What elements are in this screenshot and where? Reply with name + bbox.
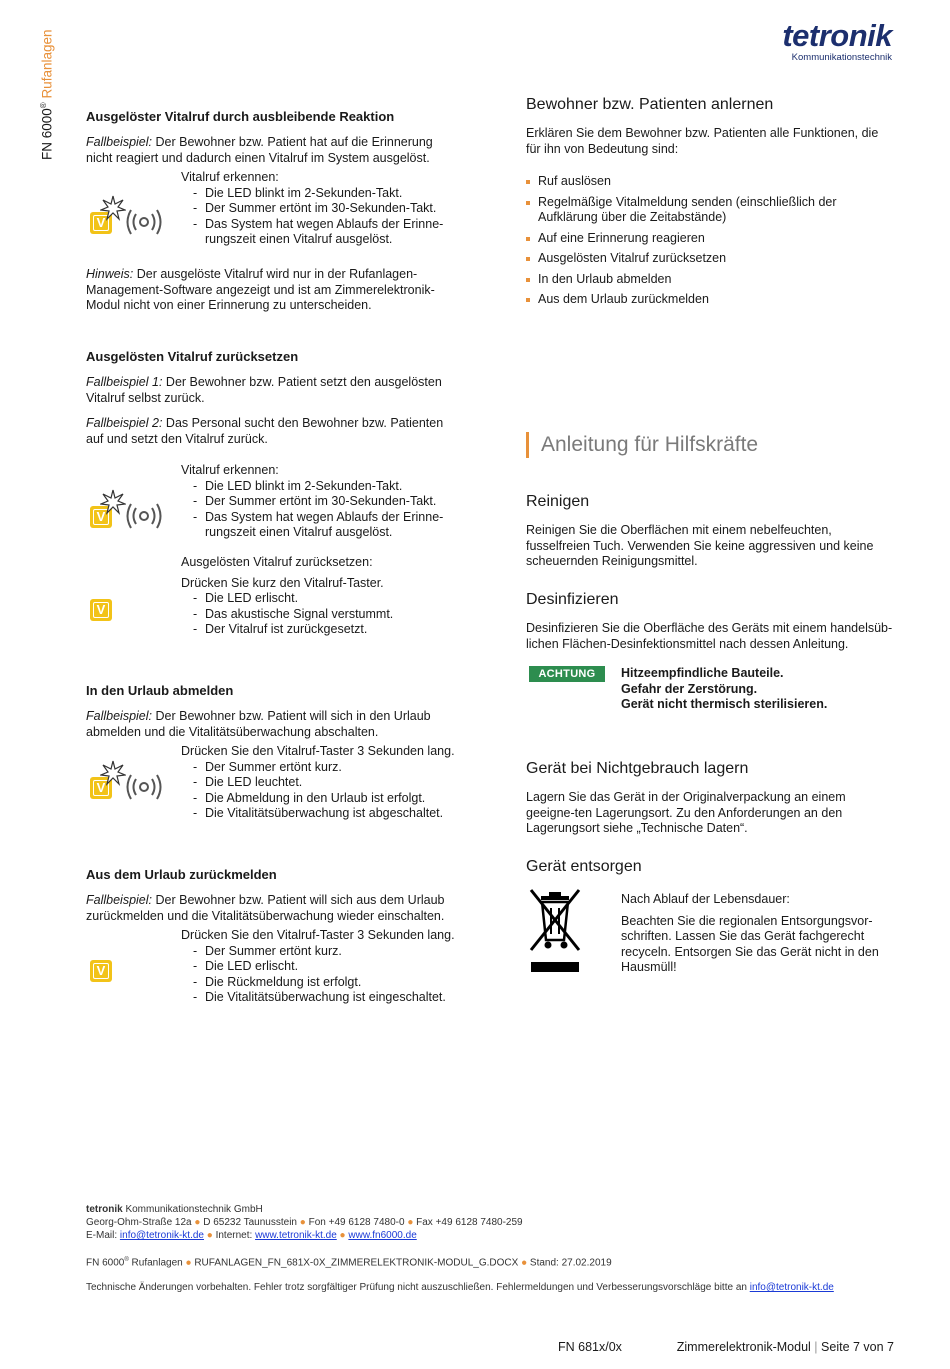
section-title-storage: Gerät bei Nichtgebrauch lagern xyxy=(526,760,749,777)
recognition-heading: Vitalruf erkennen: xyxy=(181,463,279,477)
website-link-fn6000[interactable]: www.fn6000.de xyxy=(348,1230,417,1241)
list-item: In den Urlaub abmelden xyxy=(526,272,896,288)
vitalruf-button-icon: V xyxy=(90,777,112,799)
case-example-2: Fallbeispiel 2: Das Personal sucht den Bewohner bzw. Patienten auf und setzt den Vitalruf zurück. xyxy=(86,416,444,446)
list-item: - Die Abmeldung in den Urlaub ist erfolgt. xyxy=(181,791,471,807)
recognition-heading: Vitalruf erkennen: xyxy=(181,170,279,184)
footer-model: FN 681x/0x xyxy=(558,1340,622,1354)
footer-page-info: Zimmerelektronik-Modul | Seite 7 von 7 xyxy=(676,1340,894,1354)
sidebar-product-label: FN 6000® Rufanlagen xyxy=(39,29,55,160)
chapter-title: Anleitung für Hilfskräfte xyxy=(526,432,758,458)
list-item: Ruf auslösen xyxy=(526,174,896,190)
recognition-block xyxy=(181,463,461,541)
list-item: - Die LED leuchtet. xyxy=(181,775,471,791)
list-item: - Der Vitalruf ist zurückgesetzt. xyxy=(181,622,461,638)
list-item: - Die LED blinkt im 2-Sekunden-Takt. xyxy=(181,186,461,202)
list-item: - Der Summer ertönt kurz. xyxy=(181,944,471,960)
list-item: - Die LED blinkt im 2-Sekunden-Takt. xyxy=(181,479,461,495)
section-title-vacation-return: Aus dem Urlaub zurückmelden xyxy=(86,867,277,882)
section-title-clean: Reinigen xyxy=(526,493,590,510)
logo-subtitle: Kommunikationstechnik xyxy=(791,52,892,63)
recognition-list xyxy=(181,186,461,248)
list-item: - Die Rückmeldung ist erfolgt. xyxy=(181,975,471,991)
list-item: - Die Vitalitätsüberwachung ist eingeschaltet. xyxy=(181,990,471,1006)
footer-contact: E-Mail: info@tetronik-kt.de ● Internet: www.tetronik-kt.de ● www.fn6000.de xyxy=(86,1230,417,1241)
footer-document-info: FN 6000® Rufanlagen ● RUFANLAGEN_FN_681X-0X_ZIMMERELEKTRONIK-MODUL_G.DOCX ● Stand: 27.02.2019 xyxy=(86,1257,612,1269)
disclaimer-email-link[interactable]: info@tetronik-kt.de xyxy=(749,1282,834,1294)
result-list xyxy=(181,944,471,1006)
section-title-training: Bewohner bzw. Patienten anlernen xyxy=(526,96,774,113)
action-block xyxy=(181,928,471,1006)
led-burst-icon xyxy=(100,489,126,515)
list-item: Auf eine Erinnerung reagieren xyxy=(526,231,896,247)
action-text: Drücken Sie den Vitalruf-Taster 3 Sekunden lang. xyxy=(181,928,455,942)
list-item: - Das akustische Signal verstummt. xyxy=(181,607,461,623)
vitalruf-button-icon: V xyxy=(90,506,112,528)
action-block xyxy=(181,744,471,822)
warning-line: Hitzeempfindliche Bauteile. xyxy=(621,666,784,680)
list-item: Ausgelösten Vitalruf zurücksetzen xyxy=(526,251,896,267)
email-link[interactable]: info@tetronik-kt.de xyxy=(119,1230,204,1241)
recognition-block xyxy=(181,170,461,248)
footer xyxy=(86,1203,866,1294)
case-example-1: Fallbeispiel 1: Der Bewohner bzw. Patient setzt den ausgelösten Vitalruf selbst zurück. xyxy=(86,375,442,405)
section-title-triggered-vitalruf: Ausgelöster Vitalruf durch ausbleibende Reaktion xyxy=(86,109,395,124)
list-item: Aus dem Urlaub zurückmelden xyxy=(526,292,896,308)
buzzer-sound-icon xyxy=(124,499,164,533)
case-example: Fallbeispiel: Der Bewohner bzw. Patient will sich in den Urlaub abmelden und die Vitalitätsüberwachung abschalten. xyxy=(86,709,431,739)
section-title-disinfect: Desinfizieren xyxy=(526,591,619,608)
page-number: Seite 7 von 7 xyxy=(821,1340,894,1354)
reset-action: Drücken Sie kurz den Vitalruf-Taster. xyxy=(181,575,384,590)
buzzer-sound-icon xyxy=(124,205,164,239)
website-link[interactable]: www.tetronik-kt.de xyxy=(255,1230,337,1241)
led-burst-icon xyxy=(100,760,126,786)
section-title-vacation-signoff: In den Urlaub abmelden xyxy=(86,683,234,698)
warning-text xyxy=(621,666,827,713)
training-intro: Erklären Sie dem Bewohner bzw. Patienten alle Funktionen, die für ihn von Bedeutung sind: xyxy=(526,126,879,156)
list-item: - Der Summer ertönt kurz. xyxy=(181,760,471,776)
list-item: - Das System hat wegen Ablaufs der Erinne-rungszeit einen Vitalruf ausgelöst. xyxy=(181,217,461,248)
warning-line: Gefahr der Zerstörung. xyxy=(621,681,758,696)
footer-company: tetronik Kommunikationstechnik GmbH xyxy=(86,1204,263,1215)
brand-logo xyxy=(782,18,892,66)
warning-badge: ACHTUNG xyxy=(529,666,605,682)
list-item: - Die LED erlischt. xyxy=(181,591,461,607)
vitalruf-button-icon: V xyxy=(90,960,112,982)
list-item: - Die Vitalitätsüberwachung ist abgeschaltet. xyxy=(181,806,471,822)
footer-module: Zimmerelektronik-Modul xyxy=(676,1340,811,1354)
logo-wordmark: tetronik xyxy=(782,18,892,53)
disinfect-text: Desinfizieren Sie die Oberfläche des Geräts mit einem handelsüb-lichen Flächen-Desinfektionsmittel nach dessen Anleitung. xyxy=(526,621,893,651)
led-burst-icon xyxy=(100,195,126,221)
recognition-list xyxy=(181,479,461,541)
case-example: Fallbeispiel: Der Bewohner bzw. Patient will sich aus dem Urlaub zurückmelden und die Vitalitätsüberwachung wieder einschalten. xyxy=(86,893,445,923)
reset-heading: Ausgelösten Vitalruf zurücksetzen: xyxy=(181,555,373,569)
list-item: - Die LED erlischt. xyxy=(181,959,471,975)
list-item: - Das System hat wegen Ablaufs der Erinne-rungszeit einen Vitalruf ausgelöst. xyxy=(181,510,461,541)
footer-disclaimer: Technische Änderungen vorbehalten. Fehler trotz sorgfältiger Prüfung nicht auszuschließen. Fehlermeldungen und Verbesserungsvorschläge bitte an info@tetronik-kt.de xyxy=(86,1282,834,1294)
dispose-lead: Nach Ablauf der Lebensdauer: xyxy=(621,892,790,906)
dispose-block xyxy=(621,892,891,976)
training-list xyxy=(526,174,896,313)
footer-address: Georg-Ohm-Straße 12a ● D 65232 Taunusstein ● Fon +49 6128 7480-0 ● Fax +49 6128 7480-259 xyxy=(86,1217,523,1228)
storage-text: Lagern Sie das Gerät in der Originalverpackung an einem geeigne-ten Lagerungsort. Zu den Anforderungen an den Lagerungsort siehe „Technische Daten“. xyxy=(526,790,846,835)
weee-bin-icon xyxy=(527,888,583,976)
list-item: - Der Summer ertönt im 30-Sekunden-Takt. xyxy=(181,494,461,510)
clean-text: Reinigen Sie die Oberflächen mit einem nebelfeuchten, fusselfreien Tuch. Verwenden Sie keine aggressiven und keine scheuernden Reinigungsmittel. xyxy=(526,523,874,568)
reset-block xyxy=(181,555,461,638)
action-text: Drücken Sie den Vitalruf-Taster 3 Sekunden lang. xyxy=(181,744,455,758)
dispose-text: Beachten Sie die regionalen Entsorgungsvor-schriften. Lassen Sie das Gerät fachgerecht recyceln. Entsorgen Sie das Gerät nicht in den Hausmüll! xyxy=(621,913,879,974)
list-item: - Der Summer ertönt im 30-Sekunden-Takt. xyxy=(181,201,461,217)
reset-list xyxy=(181,591,461,638)
case-example: Fallbeispiel: Der Bewohner bzw. Patient hat auf die Erinnerung nicht reagiert und dadurch einen Vitalruf im System ausgelöst. xyxy=(86,135,433,165)
section-title-reset-vitalruf: Ausgelösten Vitalruf zurücksetzen xyxy=(86,349,299,364)
buzzer-sound-icon xyxy=(124,770,164,804)
vitalruf-button-icon: V xyxy=(90,599,112,621)
section-title-dispose: Gerät entsorgen xyxy=(526,858,642,875)
result-list xyxy=(181,760,471,822)
list-item: Regelmäßige Vitalmeldung senden (einschließlich der Aufklärung über die Zeitabstände) xyxy=(526,195,896,226)
vitalruf-button-icon: V xyxy=(90,212,112,234)
hint-note: Hinweis: Der ausgelöste Vitalruf wird nur in der Rufanlagen-Management-Software angezeigt und ist am Zimmerelektronik-Modul nicht von einer Erinnerung zu unterscheiden. xyxy=(86,267,435,312)
warning-line: Gerät nicht thermisch sterilisieren. xyxy=(621,697,828,711)
